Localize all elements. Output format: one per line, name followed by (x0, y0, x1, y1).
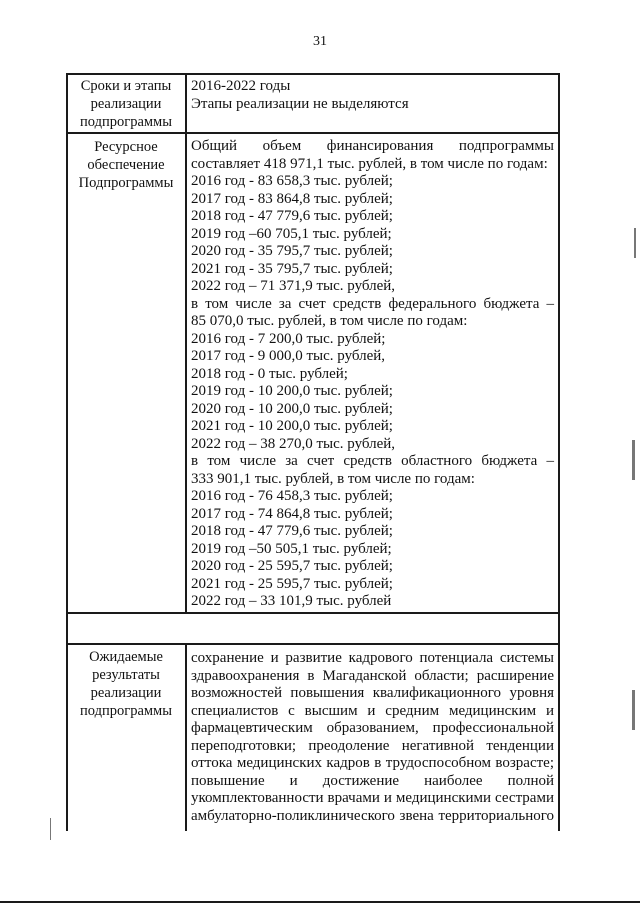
column-divider (185, 643, 187, 831)
content-line: специалистов с высшим и средним медицинским и (191, 702, 554, 719)
row-content-timeline (191, 78, 554, 113)
bottom-rule (0, 901, 640, 903)
content-line: 2016 год - 7 200,0 тыс. рублей; (191, 330, 386, 347)
content-line: 2022 год – 33 101,9 тыс. рублей (191, 593, 392, 609)
label-line: обеспечение (87, 157, 165, 173)
content-line: повышение и достижение наиболее полной (191, 772, 554, 789)
row-label-results (67, 648, 185, 720)
content-line: сохранение и развитие кадрового потенциала системы (191, 650, 554, 666)
label-line: Сроки и этапы (80, 78, 172, 94)
content-line: 2017 год - 9 000,0 тыс. рублей, (191, 348, 386, 364)
content-line: 2017 год - 74 864,8 тыс. рублей; (191, 505, 393, 522)
content-line: 2016 год - 76 458,3 тыс. рублей; (191, 488, 393, 504)
row-divider (66, 612, 559, 614)
content-line: возможностей повышения квалификационного уровня (191, 685, 554, 701)
scan-artifact (50, 818, 51, 840)
content-line: 2018 год - 0 тыс. рублей; (191, 365, 348, 382)
content-line: Этапы реализации не выделяются (191, 95, 409, 112)
content-line: Общий объем финансирования подпрограммы (191, 138, 554, 154)
row-divider (66, 132, 559, 134)
label-line: подпрограммы (80, 703, 172, 719)
scan-artifact (634, 228, 636, 258)
content-line: 85 070,0 тыс. рублей, в том числе по годам: (191, 313, 468, 329)
content-line: 2017 год - 83 864,8 тыс. рублей; (191, 190, 393, 207)
content-line: 2021 год - 35 795,7 тыс. рублей; (191, 260, 393, 277)
content-line: 2016-2022 годы (191, 78, 291, 94)
content-line: 2019 год –50 505,1 тыс. рублей; (191, 540, 392, 557)
row-divider (66, 643, 559, 645)
label-line: Подпрограммы (78, 175, 174, 191)
row-label-timeline (67, 77, 185, 131)
content-line: 2020 год - 25 595,7 тыс. рублей; (191, 558, 393, 574)
content-line: оттока медицинских кадров в трудоспособном возрасте; (191, 755, 554, 771)
content-line: переподготовки; преодоление негативной тенденции (191, 737, 554, 754)
content-line: 2020 год - 10 200,0 тыс. рублей; (191, 400, 393, 417)
label-line: Ожидаемые (89, 649, 163, 665)
content-line: 2022 год – 38 270,0 тыс. рублей, (191, 435, 396, 452)
content-line: 2018 год - 47 779,6 тыс. рублей; (191, 208, 393, 224)
scan-artifact (632, 440, 635, 480)
content-line: 2019 год –60 705,1 тыс. рублей; (191, 225, 392, 242)
content-line: фармацевтическим образованием, профессиональной (191, 720, 554, 736)
label-line: реализации (90, 96, 162, 112)
content-line: укомплектованности врачами и медицинскими сестрами (191, 790, 554, 806)
label-line: подпрограммы (80, 114, 172, 130)
table-border-right (558, 73, 560, 831)
label-line: результаты (92, 667, 160, 683)
column-divider (185, 73, 187, 613)
content-line: 333 901,1 тыс. рублей, в том числе по годам: (191, 470, 475, 487)
table-border-top (66, 73, 559, 75)
content-line: амбулаторно-поликлинического звена территориального (191, 807, 554, 824)
content-line: 2019 год - 10 200,0 тыс. рублей; (191, 383, 393, 399)
content-line: в том числе за счет средств областного бюджета – (191, 453, 554, 469)
label-line: реализации (90, 685, 162, 701)
content-line: в том числе за счет средств федерального бюджета – (191, 295, 554, 312)
content-line: 2016 год - 83 658,3 тыс. рублей; (191, 173, 393, 189)
label-line: Ресурсное (94, 139, 158, 155)
content-line: 2018 год - 47 779,6 тыс. рублей; (191, 523, 393, 539)
content-line: 2020 год - 35 795,7 тыс. рублей; (191, 243, 393, 259)
content-line: 2021 год - 25 595,7 тыс. рублей; (191, 575, 393, 592)
row-content-results (191, 650, 554, 825)
content-line: 2021 год - 10 200,0 тыс. рублей; (191, 418, 393, 434)
page-number: 31 (313, 34, 327, 49)
row-content-resources (191, 138, 554, 611)
content-line: 2022 год – 71 371,9 тыс. рублей, (191, 278, 396, 294)
content-line: здравоохранения в Магаданской области; расширение (191, 667, 554, 684)
content-line: составляет 418 971,1 тыс. рублей, в том числе по годам: (191, 155, 548, 172)
row-label-resources (67, 138, 185, 192)
scan-artifact (632, 690, 635, 730)
